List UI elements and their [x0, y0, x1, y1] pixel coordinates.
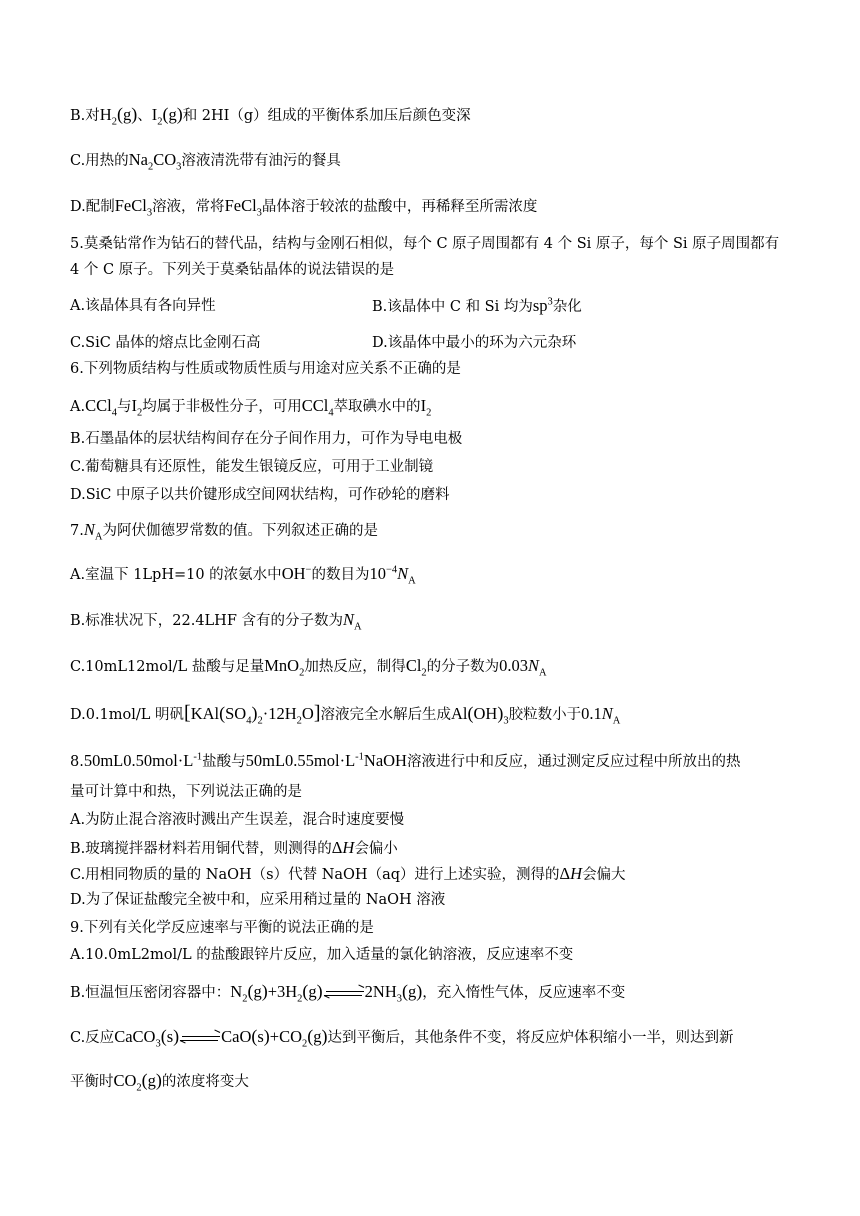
- q8-option-a: A.为防止混合溶液时溅出产生误差，混合时速度要慢: [70, 812, 405, 828]
- q6-option-d: D.SiC 中原子以共价键形成空间网状结构，可作砂轮的磨料: [70, 487, 450, 503]
- q6-option-b: B.石墨晶体的层状结构间存在分子间作用力，可作为导电电极: [70, 431, 463, 447]
- q5-option-d: D.该晶体中最小的环为六元杂环: [372, 335, 577, 351]
- text: 晶体溶于较浓的盐酸中，再稀释至所需浓度: [261, 199, 538, 215]
- equilibrium-arrow-icon: [324, 988, 364, 998]
- text: C.10mL12mol/L 盐酸与足量: [70, 659, 265, 675]
- q9-option-c: C.反应CaCO$_3$(s) $CaO(s)+CO_2(g)$达到平衡后，其他条件不变，将反应炉体积缩小一半，则达到新: [70, 1026, 734, 1050]
- text: A.室温下 1LpH=10 的浓氨水中: [70, 567, 282, 583]
- text: 的数目为: [311, 567, 370, 583]
- text: 的浓度将变大: [161, 1074, 249, 1090]
- text: 达到平衡后，其他条件不变，将反应炉体积缩小一半，则达到新: [327, 1030, 734, 1046]
- text: B.该晶体中 C 和 Si 均为: [372, 299, 533, 315]
- q5-option-a: A.该晶体具有各向异性: [70, 298, 216, 314]
- text: B.玻璃搅拌器材料若用铜代替，则测得的: [70, 841, 332, 857]
- text: C.用相同物质的量的 NaOH（s）代替 NaOH（aq）进行上述实验，测得的: [70, 867, 560, 883]
- text: 加热反应，制得: [304, 659, 406, 675]
- text: 胶粒数小于: [508, 707, 582, 723]
- text: 会偏大: [582, 867, 626, 883]
- text: B.恒温恒压密闭容器中：: [70, 985, 231, 1001]
- text: D.配制: [70, 199, 115, 215]
- text: 与: [116, 399, 132, 415]
- text: 溶液清洗带有油污的餐具: [181, 153, 341, 169]
- text: 溶液，常将: [152, 199, 225, 215]
- equilibrium-arrow-icon: [180, 1033, 220, 1043]
- q5-option-b: B.该晶体中 C 和 Si 均为$sp^3$杂化: [372, 296, 582, 315]
- text: B.对: [70, 108, 100, 124]
- text: C.反应: [70, 1030, 115, 1046]
- q9-option-a: A.10.0mL2mol/L 的盐酸跟锌片反应，加入适量的氯化钠溶液，反应速率不变: [70, 947, 574, 963]
- text: B.标准状况下，22.4LHF 含有的分子数为: [70, 613, 343, 629]
- q8-option-c: C.用相同物质的量的 NaOH（s）代替 NaOH（aq）进行上述实验，测得的ΔH会偏大: [70, 864, 626, 883]
- text: 溶液进行中和反应，通过测定反应过程中所放出的热: [406, 754, 741, 770]
- q6-option-a: A.CCl$_4$与$I_2$均属于非极性分子，可用CCl$_4$萃取碘水中的$I_2$: [70, 396, 432, 419]
- text: 为阿伏伽德罗常数的值。下列叙述正确的是: [102, 523, 378, 539]
- text: C.用热的: [70, 153, 129, 169]
- text: 溶液完全水解后生成: [320, 707, 451, 723]
- q6-option-c: C.葡萄糖具有还原性，能发生银镜反应，可用于工业制镜: [70, 459, 434, 475]
- q7-option-a: A.室温下 1LpH=10 的浓氨水中OH−的数目为$10^{-4}N_A$: [70, 564, 416, 587]
- text: 杂化: [552, 299, 582, 315]
- q5-option-c: C.SiC 晶体的熔点比金刚石高: [70, 335, 261, 351]
- text: 8.: [70, 754, 84, 770]
- text: 7.: [70, 523, 84, 539]
- text: 平衡时: [70, 1074, 114, 1090]
- q8-option-b: B.玻璃搅拌器材料若用铜代替，则测得的ΔH会偏小: [70, 838, 398, 857]
- q7-option-d: D.0.1mol/L 明矾$[KAl(SO_4)_2\cdot 12H_2O]$溶液完全水解后生成$Al(OH)_3$胶粒数小于$0.1N_A$: [70, 702, 621, 727]
- q9-option-c-line2: 平衡时$CO_2(g)$的浓度将变大: [70, 1070, 249, 1094]
- q7-option-b: B.标准状况下，22.4LHF 含有的分子数为$N_A$: [70, 610, 362, 633]
- text: 萃取碘水中的: [333, 399, 421, 415]
- text: 和 2HI（g）组成的平衡体系加压后颜色变深: [182, 108, 471, 124]
- q5-stem-line2: 4 个 C 原子。下列关于莫桑钻晶体的说法错误的是: [70, 262, 395, 278]
- q8-stem-line1: $8.50mL0.50mol\cdot L^{-1}$盐酸与$50mL0.55mol\cdot L^{-1}NaOH$溶液进行中和反应，通过测定反应过程中所放出的热: [70, 751, 741, 770]
- text: 均属于非极性分子，可用: [142, 399, 302, 415]
- text: D.0.1mol/L 明矾: [70, 707, 185, 723]
- text: 的分子数为: [426, 659, 500, 675]
- q4-option-d: D.配制FeCl$_3$溶液，常将FeCl$_3$晶体溶于较浓的盐酸中，再稀释至所需浓度: [70, 196, 538, 219]
- q7-stem: $7.N_A$为阿伏伽德罗常数的值。下列叙述正确的是: [70, 520, 378, 543]
- q8-stem-line2: 量可计算中和热，下列说法正确的是: [70, 784, 302, 800]
- q4-option-b: B.对$H_2(g)$、$I_2(g)$和 2HI（g）组成的平衡体系加压后颜色变深: [70, 104, 471, 128]
- q9-option-b: B.恒温恒压密闭容器中：$N_2(g)+3H_2(g)$ $2NH_3(g)$，充入惰性气体，反应速率不变: [70, 981, 626, 1005]
- q6-stem: 6.下列物质结构与性质或物质性质与用途对应关系不正确的是: [70, 361, 461, 377]
- text: 盐酸与: [202, 754, 246, 770]
- q7-option-c: C.10mL12mol/L 盐酸与足量MnO$_2$加热反应，制得$Cl_2$的分子数为$0.03N_A$: [70, 656, 547, 679]
- q5-stem-line1: 5.莫桑钻常作为钻石的替代品，结构与金刚石相似，每个 C 原子周围都有 4 个 Si 原子，每个 Si 原子周围都有: [70, 236, 780, 252]
- q9-stem: 9.下列有关化学反应速率与平衡的说法正确的是: [70, 920, 374, 936]
- text: ，充入惰性气体，反应速率不变: [422, 985, 626, 1001]
- text: 会偏小: [354, 841, 398, 857]
- text: 、: [137, 108, 152, 124]
- q4-option-c: C.用热的$Na_2CO_3$溶液清洗带有油污的餐具: [70, 150, 341, 173]
- q8-option-d: D.为了保证盐酸完全被中和，应采用稍过量的 NaOH 溶液: [70, 892, 446, 908]
- text: A.: [70, 399, 86, 415]
